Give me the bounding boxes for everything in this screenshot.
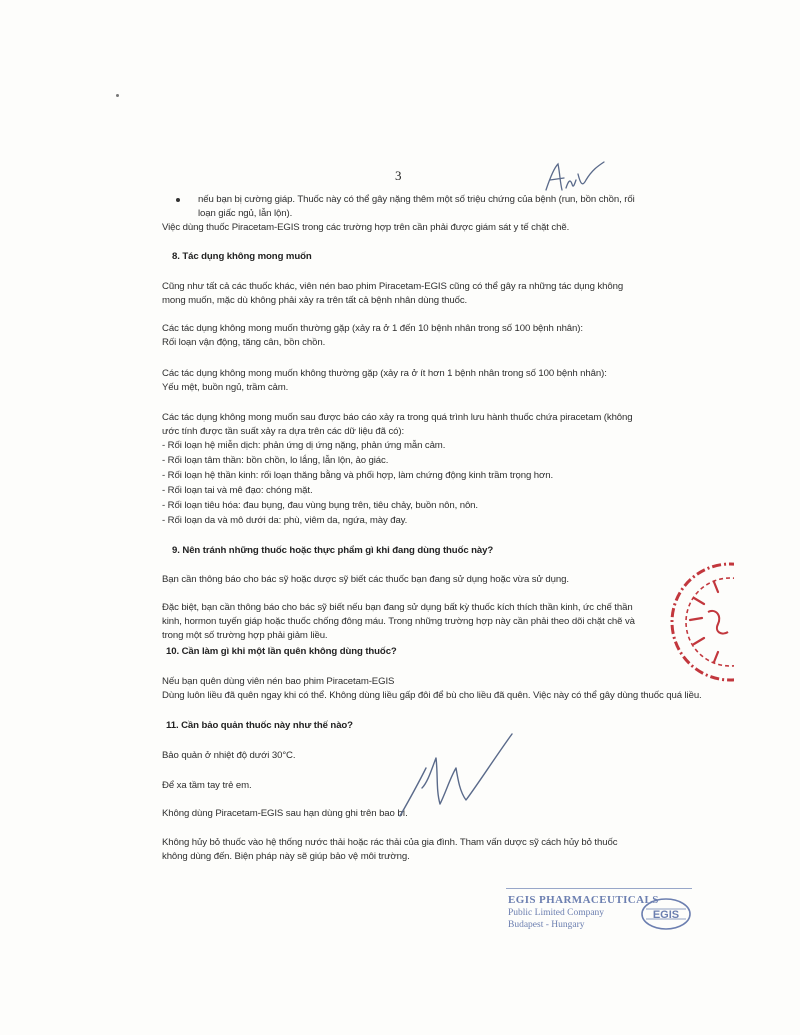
post-market-title: Các tác dụng không mong muốn sau được báo cáo xảy ra trong quá trình lưu hành thuốc chứa piracetam (không ước tính được tần suất xảy ra dựa trên các dữ liệu đã có): [162,412,633,437]
keep-from-children: Để xa tầm tay trẻ em. [162,780,252,791]
list-item: - Rối loạn tai và mê đạo: chóng mặt. [162,485,313,496]
uncommon-effects-title: Các tác dụng không mong muốn không thường gặp (xảy ra ở ít hơn 1 bệnh nhân trong số 100 bệnh nhân): [162,368,607,379]
company-stamp [506,888,692,941]
egis-logo-text: EGIS [652,909,680,921]
section-10-heading: 10. Cần làm gì khi một lần quên không dùng thuốc? [166,646,397,657]
company-location: Budapest - Hungary [508,920,585,930]
section-8-heading: 8. Tác dụng không mong muốn [172,251,312,262]
handwritten-signature [392,728,522,820]
egis-logo-icon [640,897,692,936]
section-9-para-2: Đặc biệt, bạn cần thông báo cho bác sỹ biết nếu bạn đang sử dụng bất kỳ thuốc kích thích thần kinh, ức chế thần kinh, hormon tuyến giáp hoặc thuốc chống đông máu. Trong những trường hợp này cần phải theo dõi chặt chẽ và trong một số trường hợp phải giảm liều. [162,602,635,641]
section-11-heading: 11. Cần bảo quản thuốc này như thế nào? [166,720,353,731]
storage-temperature: Bảo quản ở nhiệt độ dưới 30°C. [162,750,296,761]
company-name: EGIS PHARMACEUTICALS [508,894,659,906]
list-item: - Rối loạn hệ miễn dịch: phản ứng dị ứng nặng, phản ứng mẫn cảm. [162,440,446,451]
list-item: - Rối loạn da và mô dưới da: phù, viêm da, ngứa, mày đay. [162,515,408,526]
scan-speck [116,94,119,97]
bullet-dot [176,198,180,202]
monitoring-note: Việc dùng thuốc Piracetam-EGIS trong các trường hợp trên cần phải được giám sát y tế chặt chẽ. [162,222,570,233]
section-10-line-2: Dùng luôn liều đã quên ngay khi có thể. Không dùng liều gấp đôi để bù cho liều đã quên. Việc này có thể gây dùng thuốc quá liều. [162,690,702,701]
expiry-note: Không dùng Piracetam-EGIS sau hạn dùng ghi trên bao bì. [162,808,408,819]
list-item: - Rối loạn tiêu hóa: đau bụng, đau vùng bụng trên, tiêu chảy, buồn nôn, nôn. [162,500,478,511]
bullet-intro-text: nếu bạn bị cường giáp. Thuốc này có thể gây nặng thêm một số triệu chứng của bệnh (run, bồn chồn, rối loạn giấc ngủ, lẫn lộn). [198,194,635,219]
disposal-note: Không hủy bỏ thuốc vào hệ thống nước thải hoặc rác thải của gia đình. Tham vấn dược sỹ cách hủy bỏ thuốc không dùng đến. Biện pháp này sẽ giúp bảo vệ môi trường. [162,837,618,862]
company-type: Public Limited Company [508,908,605,918]
red-seal-stamp [664,558,734,688]
section-9-heading: 9. Nên tránh những thuốc hoặc thực phẩm gì khi đang dùng thuốc này? [172,545,494,556]
uncommon-effects-items: Yếu mệt, buồn ngủ, trầm cảm. [162,382,289,393]
initials-signature [540,160,610,196]
list-item: - Rối loạn hệ thần kinh: rối loạn thăng bằng và phối hợp, làm chứng động kinh trầm trọng hơn. [162,470,554,481]
common-effects-title: Các tác dụng không mong muốn thường gặp (xảy ra ở 1 đến 10 bệnh nhân trong số 100 bệnh nhân): [162,323,583,334]
list-item: - Rối loạn tâm thần: bồn chồn, lo lắng, lẫn lộn, ảo giác. [162,455,389,466]
page-number: 3 [395,168,402,183]
section-9-para-1: Bạn cần thông báo cho bác sỹ hoặc dược sỹ biết các thuốc bạn đang sử dụng hoặc vừa sử dụng. [162,574,569,585]
common-effects-items: Rối loạn vận động, tăng cân, bồn chồn. [162,337,326,348]
section-10-line-1: Nếu bạn quên dùng viên nén bao phim Piracetam-EGIS [162,676,395,687]
section-8-intro: Cũng như tất cả các thuốc khác, viên nén bao phim Piracetam-EGIS cũng có thể gây ra những tác dụng không mong muốn, mặc dù không phải xảy ra trên tất cả bệnh nhân dùng thuốc. [162,281,624,306]
